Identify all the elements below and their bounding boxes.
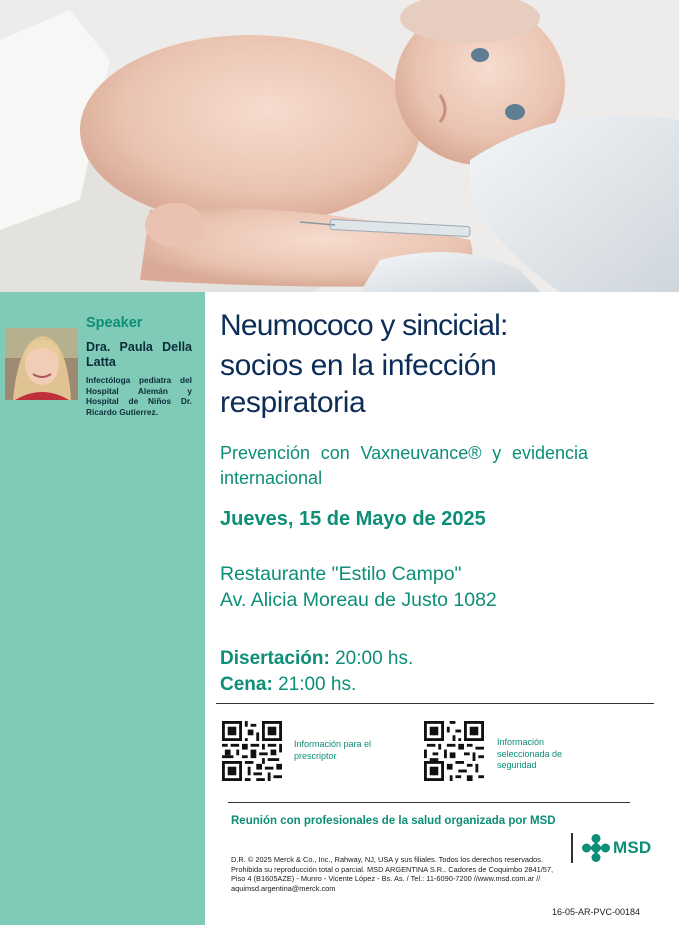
msd-logo-icon — [582, 834, 610, 862]
venue-name: Restaurante "Estilo Campo" — [220, 563, 462, 585]
dinner-time: 21:00 hs. — [272, 674, 357, 695]
dinner-time-row — [220, 672, 413, 698]
venue-address: Av. Alicia Moreau de Justo 1082 — [220, 589, 497, 611]
talk-time: 20:00 hs. — [329, 648, 414, 669]
speaker-heading: Speaker — [86, 315, 143, 331]
document-code: 16-05-AR-PVC-00184 — [552, 907, 641, 917]
event-subtitle: Prevención con Vaxneuvance® y evidencia internacional — [220, 443, 588, 488]
legal-text: D.R. © 2025 Merck & Co., Inc., Rahway, NJ, USA y sus filiales. Todos los derechos reservados. Prohibida su reproducción total o parcial. MSD ARGENTINA S.R.. Cadores de Coquimbo 2841/57, Piso 4 (B1605AZE) - Munro - Vicente López - Bs. As. / Tel.: 11-6090-7200 //www.msd.com.ar // aquimsd.argentina@merck.com — [231, 855, 554, 893]
speaker-portrait — [5, 328, 78, 400]
event-venue — [220, 561, 497, 613]
event-date: Jueves, 15 de Mayo de 2025 — [220, 508, 486, 530]
divider-bottom — [228, 802, 630, 803]
baby-vaccination-illustration — [0, 0, 679, 292]
speaker-name: Dra. Paula Della Latta — [86, 340, 192, 369]
dinner-label: Cena: — [220, 674, 273, 695]
divider-top — [216, 703, 654, 704]
prescriber-qr-label: Información para el prescriptor — [294, 739, 372, 761]
safety-qr-label: Información seleccionada de seguridad — [497, 737, 563, 770]
event-title-line2: socios en la infección respiratoria — [220, 349, 497, 419]
hero-baby-vaccination-photo — [0, 0, 679, 292]
talk-time-row — [220, 646, 413, 672]
meeting-note: Reunión con profesionales de la salud organizada por MSD — [231, 815, 556, 827]
msd-brand-text: MSD — [613, 838, 652, 857]
brand-divider — [571, 833, 573, 863]
prescriber-qr-code[interactable] — [222, 721, 282, 781]
talk-label: Disertación: — [220, 648, 330, 669]
speaker-bio: Infectóloga pediatra del Hospital Alemán y Hospital de Niños Dr. Ricardo Gutierrez. — [86, 375, 192, 417]
event-schedule — [220, 646, 413, 698]
safety-qr-code[interactable] — [424, 721, 484, 781]
event-title-line1: Neumococo y sincicial: — [220, 309, 508, 342]
speaker-photo — [5, 328, 78, 400]
